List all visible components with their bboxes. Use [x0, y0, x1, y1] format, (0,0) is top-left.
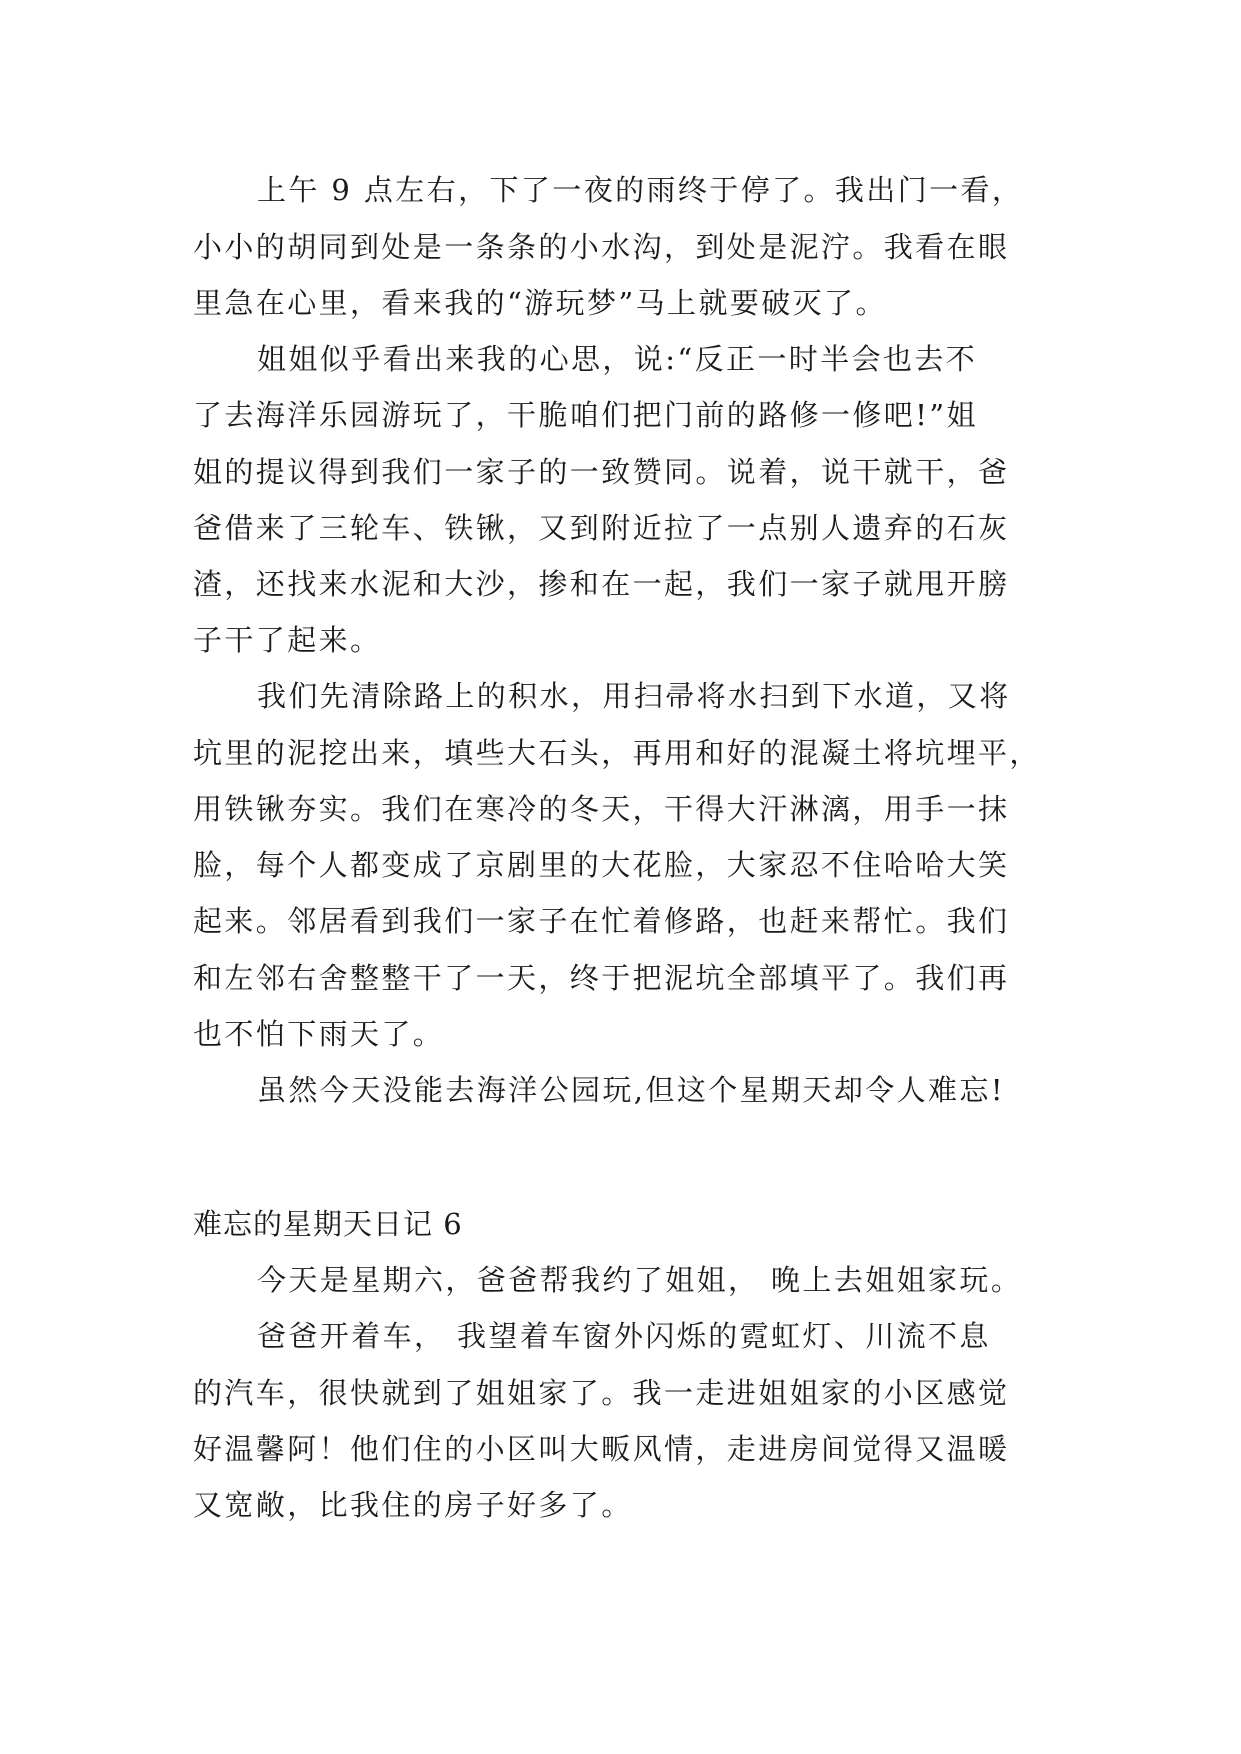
paragraph-3-line-3: 用铁锹夯实。我们在寒冷的冬天，干得大汗淋漓，用手一抹 [193, 792, 1010, 826]
paragraph-2-line-6: 子干了起来。 [193, 623, 382, 657]
paragraph-6-line-4: 又宽敞，比我住的房子好多了。 [193, 1488, 633, 1522]
paragraph-3-line-6: 和左邻右舍整整干了一天，终于把泥坑全部填平了。我们再 [193, 961, 1010, 995]
paragraph-1-line-1: 上午 9 点左右，下了一夜的雨终于停了。我出门一看， [257, 173, 1024, 207]
paragraph-1-line-2: 小小的胡同到处是一条条的小水沟，到处是泥泞。我看在眼 [193, 230, 1010, 264]
paragraph-1-line-3: 里急在心里，看来我的“游玩梦”马上就要破灭了。 [193, 286, 887, 320]
paragraph-4-line-1: 虽然今天没能去海洋公园玩,但这个星期天却令人难忘! [257, 1073, 1005, 1107]
paragraph-3-line-4: 脸，每个人都变成了京剧里的大花脸，大家忍不住哈哈大笑 [193, 848, 1010, 882]
paragraph-2-line-4: 爸借来了三轮车、铁锹，又到附近拉了一点别人遗弃的石灰 [193, 511, 1010, 545]
paragraph-5-line-1: 今天是星期六，爸爸帮我约了姐姐， 晚上去姐姐家玩。 [257, 1263, 1023, 1297]
paragraph-3-line-1: 我们先清除路上的积水，用扫帚将水扫到下水道，又将 [257, 679, 1011, 713]
paragraph-6-line-3: 好温馨阿！他们住的小区叫大畈风情，走进房间觉得又温暖 [193, 1432, 1010, 1466]
paragraph-2-line-2: 了去海洋乐园游玩了，干脆咱们把门前的路修一修吧!”姐 [193, 398, 978, 432]
section-heading: 难忘的星期天日记 6 [193, 1207, 463, 1241]
paragraph-2-line-1: 姐姐似乎看出来我的心思，说:“反正一时半会也去不 [257, 342, 978, 376]
paragraph-2-line-3: 姐的提议得到我们一家子的一致赞同。说着，说干就干，爸 [193, 455, 1010, 489]
paragraph-2-line-5: 渣，还找来水泥和大沙，掺和在一起，我们一家子就甩开膀 [193, 567, 1010, 601]
paragraph-3-line-5: 起来。邻居看到我们一家子在忙着修路，也赶来帮忙。我们 [193, 904, 1010, 938]
paragraph-3-line-7: 也不怕下雨天了。 [193, 1017, 445, 1051]
paragraph-6-line-2: 的汽车，很快就到了姐姐家了。我一走进姐姐家的小区感觉 [193, 1376, 1010, 1410]
paragraph-3-line-2: 坑里的泥挖出来，填些大石头，再用和好的混凝土将坑埋平， [193, 736, 1041, 770]
paragraph-6-line-1: 爸爸开着车， 我望着车窗外闪烁的霓虹灯、川流不息 [257, 1319, 991, 1353]
